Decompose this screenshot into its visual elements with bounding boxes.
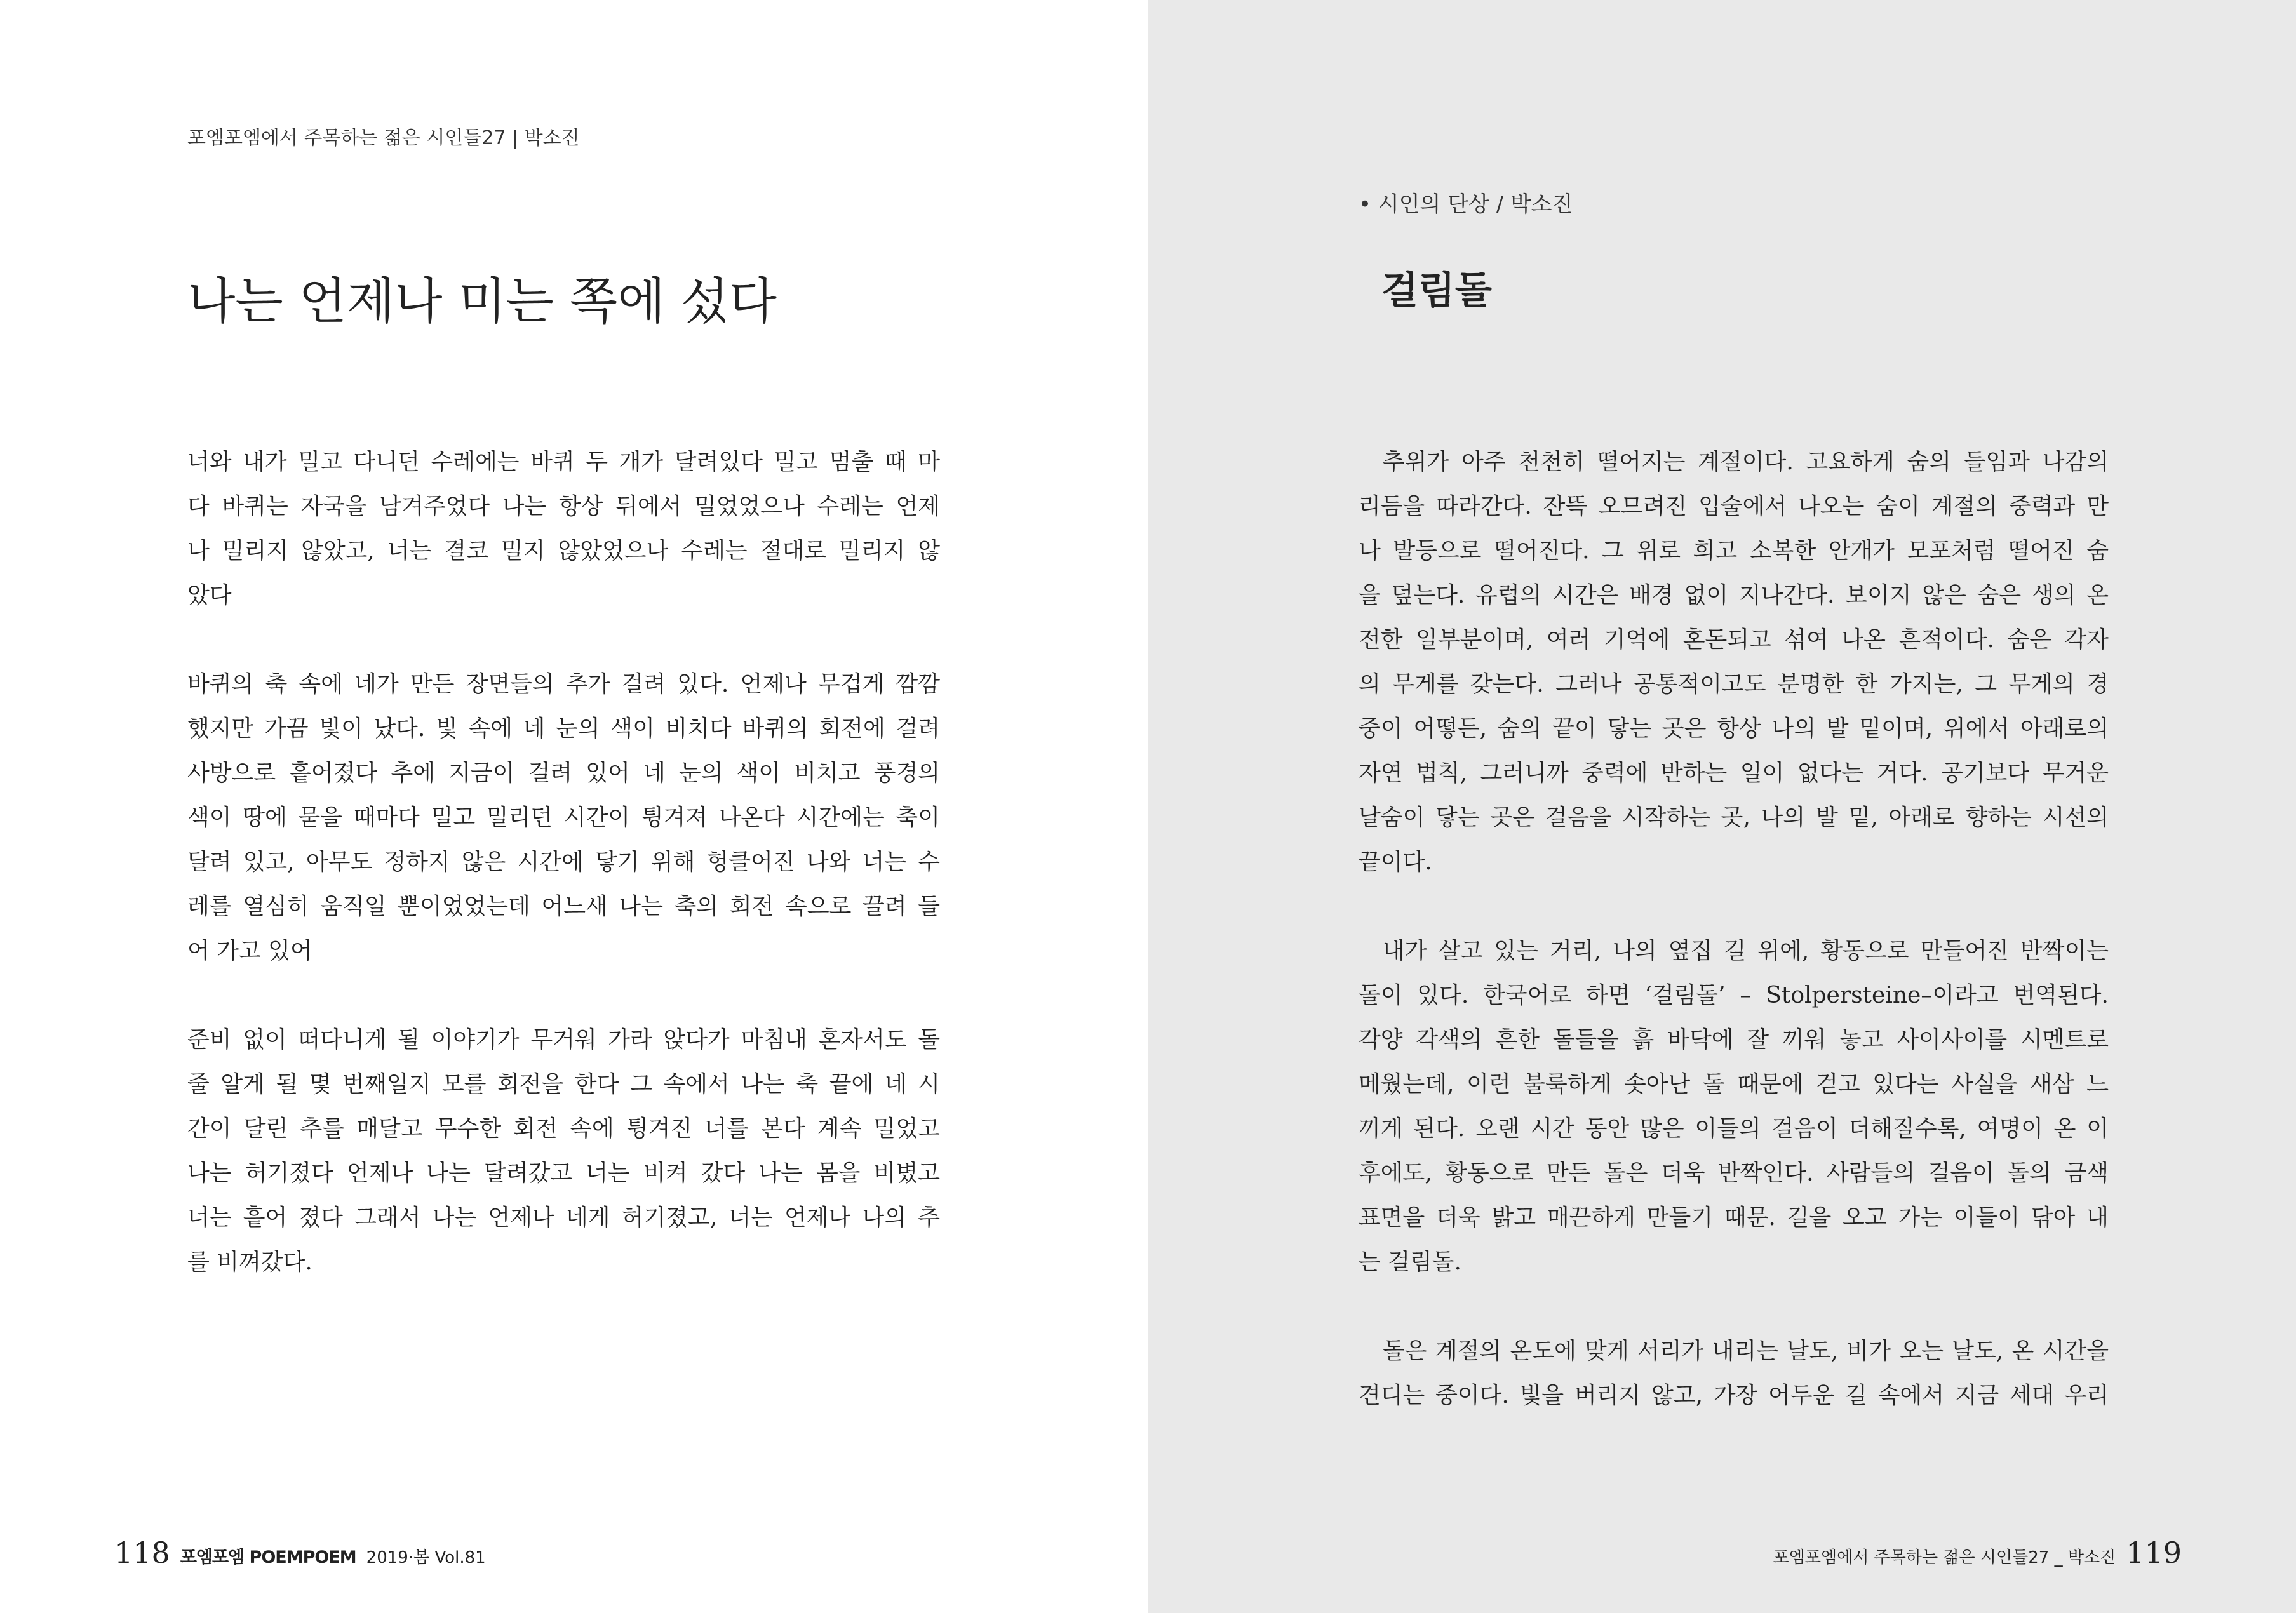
text-line: 을 덮는다. 유럽의 시간은 배경 없이 지나간다. 보이지 않은 숨은 생의 온 (1359, 582, 2109, 608)
text-line: 준비 없이 떠다니게 될 이야기가 무거워 가라 앉다가 마침내 혼자서도 돌 (187, 1027, 940, 1053)
text-line: 나 밀리지 않았고, 너는 결코 밀지 않았었으나 수레는 절대로 밀리지 않 (187, 538, 940, 564)
poem-title: 나는 언제나 미는 쪽에 섰다 (187, 273, 777, 330)
text-line: 전한 일부분이며, 여러 기억에 혼돈되고 섞여 나온 흔적이다. 숨은 각자 (1359, 627, 2109, 653)
text-line: 리듬을 따라간다. 잔뜩 오므려진 입술에서 나오는 숨이 계절의 중력과 만 (1359, 493, 2109, 519)
issue-info: 2019·봄 Vol.81 (366, 1548, 486, 1567)
section-label: • 시인의 단상 / 박소진 (1359, 192, 1573, 217)
left-footer (114, 1536, 486, 1570)
text-line: 내가 살고 있는 거리, 나의 옆집 길 위에, 황동으로 만들어진 반짝이는 (1383, 938, 2109, 964)
text-line: 했지만 가끔 빛이 났다. 빛 속에 네 눈의 색이 비치다 바퀴의 회전에 걸려 (187, 716, 940, 742)
poem-body (187, 440, 940, 1285)
text-line: 는 걸림돌. (1359, 1249, 1461, 1275)
text-line: 중이 어떻든, 숨의 끝이 닿는 곳은 항상 나의 발 밑이며, 위에서 아래로의 (1359, 716, 2109, 742)
text-line: 돌은 계절의 온도에 맞게 서리가 내리는 날도, 비가 오는 날도, 온 시간을 (1383, 1338, 2109, 1364)
running-title: 포엠포엠에서 주목하는 젊은 시인들27 _ 박소진 (1773, 1548, 2116, 1567)
text-line: 자연 법칙, 그러니까 중력에 반하는 일이 없다는 거다. 공기보다 무거운 (1359, 760, 2109, 786)
text-line: 를 비껴갔다. (187, 1249, 312, 1275)
page-number: 119 (2126, 1536, 2182, 1570)
right-footer (1773, 1536, 2182, 1570)
text-line: 어 가고 있어 (187, 938, 312, 964)
text-line: 표면을 더욱 밝고 매끈하게 만들기 때문. 길을 오고 가는 이들이 닦아 내 (1359, 1205, 2109, 1231)
text-line: 후에도, 황동으로 만든 돌은 더욱 반짝인다. 사람들의 걸음이 돌의 금색 (1359, 1160, 2109, 1186)
text-line: 날숨이 닿는 곳은 걸음을 시작하는 곳, 나의 발 밑, 아래로 향하는 시선의 (1359, 805, 2109, 831)
text-line: 달려 있고, 아무도 정하지 않은 시간에 닿기 위해 헝클어진 나와 너는 수 (187, 849, 940, 875)
magazine-brand: 포엠포엠 POEMPOEM (180, 1548, 356, 1567)
text-line: 줄 알게 될 몇 번째일지 모를 회전을 한다 그 속에서 나는 축 끝에 네 시 (187, 1071, 940, 1097)
text-line: 메웠는데, 이런 불룩하게 솟아난 돌 때문에 걷고 있다는 사실을 새삼 느 (1359, 1071, 2109, 1097)
text-line: 나 발등으로 떨어진다. 그 위로 희고 소복한 안개가 모포처럼 떨어진 숨 (1359, 538, 2109, 564)
text-line: 끝이다. (1359, 849, 1432, 875)
text-line: 다 바퀴는 자국을 남겨주었다 나는 항상 뒤에서 밀었었으나 수레는 언제 (187, 493, 940, 519)
paragraph-gap (187, 618, 940, 662)
page-number: 118 (114, 1536, 170, 1570)
text-line: 추위가 아주 천천히 떨어지는 계절이다. 고요하게 숨의 들임과 나감의 (1383, 449, 2109, 475)
text-line: 의 무게를 갖는다. 그러나 공통적이고도 분명한 한 가지는, 그 무게의 경 (1359, 671, 2109, 697)
text-line: 레를 열심히 움직일 뿐이었었는데 어느새 나는 축의 회전 속으로 끌려 들 (187, 894, 940, 920)
text-line: 끼게 된다. 오랜 시간 동안 많은 이들의 걸음이 더해질수록, 여명이 온 이 (1359, 1116, 2109, 1142)
running-header: 포엠포엠에서 주목하는 젊은 시인들27 | 박소진 (187, 127, 580, 149)
text-line: 나는 허기졌다 언제나 나는 달려갔고 너는 비켜 갔다 나는 몸을 비볐고 (187, 1160, 940, 1186)
text-line: 견디는 중이다. 빛을 버리지 않고, 가장 어두운 길 속에서 지금 세대 우리 (1359, 1382, 2109, 1409)
text-line: 너는 흩어 졌다 그래서 나는 언제나 네게 허기졌고, 너는 언제나 나의 추 (187, 1205, 940, 1231)
paragraph-gap (1359, 1285, 2109, 1329)
text-line: 색이 땅에 묻을 때마다 밀고 밀리던 시간이 튕겨져 나온다 시간에는 축이 (187, 805, 940, 831)
text-line: 간이 달린 추를 매달고 무수한 회전 속에 튕겨진 너를 본다 계속 밀었고 (187, 1116, 940, 1142)
paragraph-gap (1359, 885, 2109, 929)
paragraph-gap (187, 974, 940, 1018)
text-line: 사방으로 흩어졌다 추에 지금이 걸려 있어 네 눈의 색이 비치고 풍경의 (187, 760, 940, 786)
text-line: 돌이 있다. 한국어로 하면 ‘걸림돌’ – Stolpersteine–이라고 번역된다. (1359, 982, 2109, 1008)
essay-title: 걸림돌 (1381, 269, 1492, 313)
text-line: 바퀴의 축 속에 네가 만든 장면들의 추가 걸려 있다. 언제나 무겁게 깜깜 (187, 671, 940, 697)
text-line: 너와 내가 밀고 다니던 수레에는 바퀴 두 개가 달려있다 밀고 멈출 때 마 (187, 449, 940, 475)
text-line: 각양 각색의 흔한 돌들을 흙 바닥에 잘 끼워 놓고 사이사이를 시멘트로 (1359, 1027, 2109, 1053)
text-line: 았다 (187, 582, 232, 608)
essay-body (1359, 440, 2109, 1418)
